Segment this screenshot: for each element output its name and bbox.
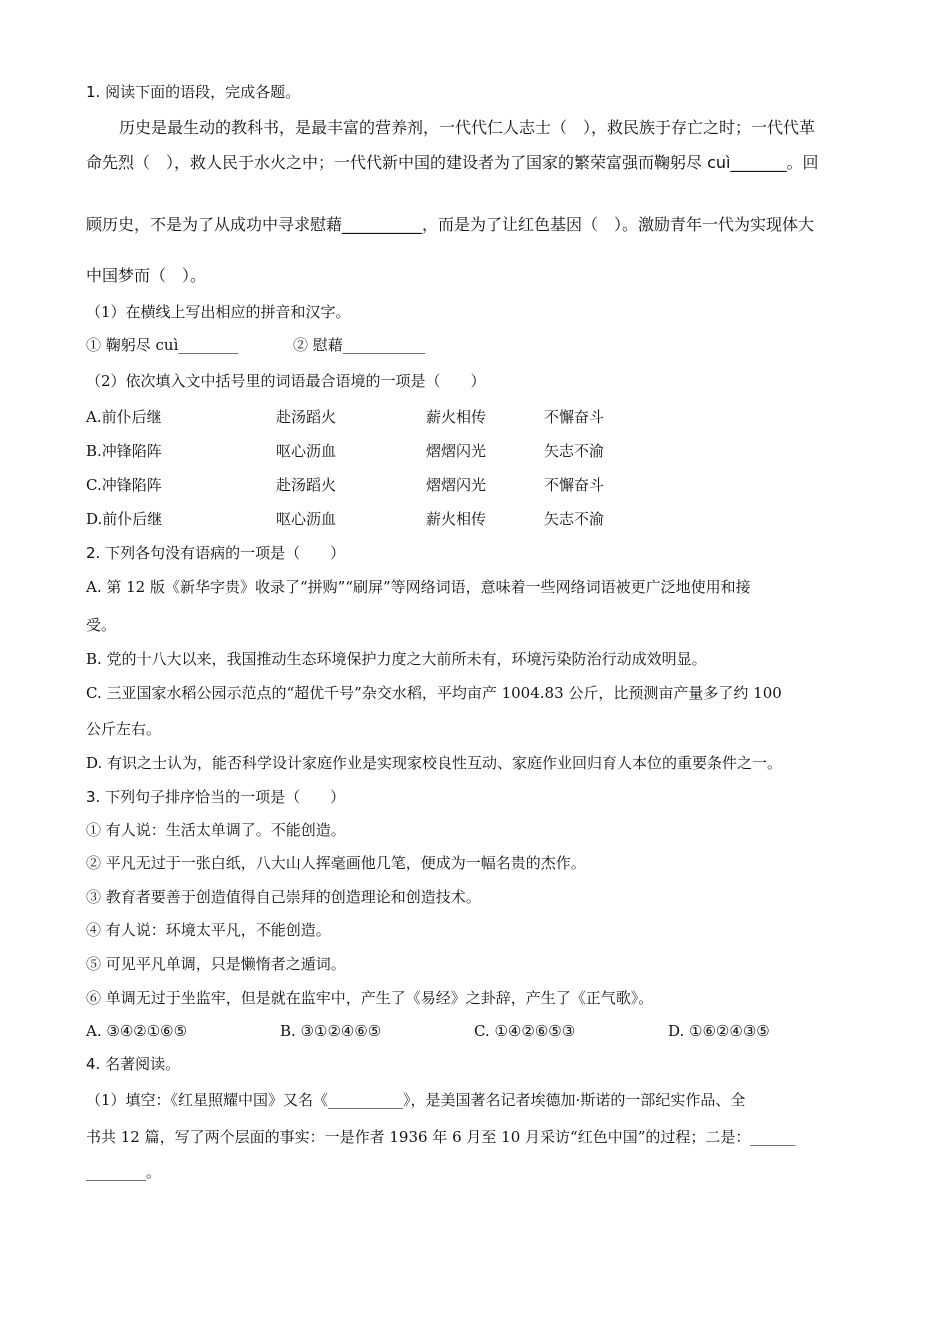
passage-line-3: 顾历史，不是为了从成功中寻求慰藉__________，而是为了让红色基因（ ）。激励青年一代为实现体大 (86, 215, 815, 234)
q2-option-a-line-2: 受。 (86, 616, 117, 634)
q2-option-c-line-2: 公斤左右。 (86, 720, 162, 738)
q4-line-2: 书共 12 篇，写了两个层面的事实：一是作者 1936 年 6 月至 10 月采访“红色中国”的过程；二是：______ (86, 1128, 796, 1146)
q3-sentence-4: ④ 有人说：环境太平凡，不能创造。 (86, 921, 331, 939)
q2-option-a-line-1: A. 第 12 版《新华字贵》收录了“拼购”“刷屏”等网络词语，意味着一些网络词语被更广泛地使用和接 (86, 578, 751, 596)
q4-line-3: ________。 (86, 1163, 162, 1181)
pinyin-blank-1: ① 鞠躬尽 cuì________ (86, 336, 239, 354)
pinyin-blank-2: ② 慰藉___________ (293, 336, 426, 354)
sub-question-2: （2）依次填入文中括号里的词语最合语境的一项是（ ） (86, 372, 486, 390)
q2-option-b: B. 党的十八大以来，我国推动生态环境保护力度之大前所未有，环境污染防治行动成效明显。 (86, 650, 707, 668)
document-page: 1. 阅读下面的语段，完成各题。 历史是最生动的教科书，是最丰富的营养剂，一代代仁人志士（ ），救民族于存亡之时；一代代革 命先烈（ ），救人民于水火之中；一代代新中国的建设者为了国家的繁荣富强而鞠躬尽 cuì_______。回 顾历史，不是为了从成功中寻求慰藉__________，而是为了让红色基因（ ）。激励青年一代为实现体大 中国梦而（ ）。 （1）在横线上写出相应的拼音和汉字。 ① 鞠躬尽 cuì________ ② 慰藉___________ （2）依次填入文中括号里的词语最合语境的一项是（ ） A.前仆后继 赴汤蹈火 薪火相传 不懈奋斗 B.冲锋陷阵 呕心沥血 熠熠闪光 矢志不渝 C.冲锋陷阵 赴汤蹈火 熠熠闪光 不懈奋斗 D.前仆后继 呕心沥血 薪火相传 矢志不渝 2. 下列各句没有语病的一项是（ ） A. 第 12 版《新华字贵》收录了“拼购”“刷屏”等网络词语，意味着一些网络词语被更广泛地使用和接 受。 B. 党的十八大以来，我国推动生态环境保护力度之大前所未有，环境污染防治行动成效明显。 C. 三亚国家水稻公园示范点的“超优千号”杂交水稻，平均亩产 1004.83 公斤，比预测亩产量多了约 100 公斤左右。 D. 有识之士认为，能否科学设计家庭作业是实现家校良性互动、家庭作业回归育人本位的重要条件之一。 3. 下列句子排序恰当的一项是（ ） ① 有人说：生活太单调了。不能创造。 ② 平凡无过于一张白纸，八大山人挥毫画他几笔，便成为一幅名贵的杰作。 ③ 教育者要善于创造值得自己崇拜的创造理论和创造技术。 ④ 有人说：环境太平凡，不能创造。 ⑤ 可见平凡单调，只是懒惰者之遁词。 ⑥ 单调无过于坐监牢，但是就在监牢中，产生了《易经》之卦辞，产生了《正气歌》。 A. ③④②①⑥⑤ B. ③①②④⑥⑤ C. ①④②⑥⑤③ D. ①⑥②④③⑤ 4. 名著阅读。 （1）填空：《红星照耀中国》又名《__________》，是美国著名记者埃德加·斯诺的一部纪实作品、全 书共 12 篇，写了两个层面的事实：一是作者 1936 年 6 月至 10 月采访“红色中国”的过程；二是：______ ________。 (86, 83, 819, 1181)
question-3-title: 3. 下列句子排序恰当的一项是（ ） (86, 788, 346, 806)
sub-question-1: （1）在横线上写出相应的拼音和汉字。 (86, 303, 351, 321)
question-1-title: 1. 阅读下面的语段，完成各题。 (86, 83, 301, 101)
q2-option-d: D. 有识之士认为，能否科学设计家庭作业是实现家校良性互动、家庭作业回归育人本位的重要条件之一。 (86, 754, 783, 772)
q3-sentence-1: ① 有人说：生活太单调了。不能创造。 (86, 821, 346, 839)
question-4-title: 4. 名著阅读。 (86, 1055, 181, 1073)
q4-line-1: （1）填空：《红星照耀中国》又名《__________》，是美国著名记者埃德加·斯诺的一部纪实作品、全 (86, 1091, 746, 1109)
q3-sentence-3: ③ 教育者要善于创造值得自己崇拜的创造理论和创造技术。 (86, 888, 481, 906)
passage-line-1: 历史是最生动的教科书，是最丰富的营养剂，一代代仁人志士（ ），救民族于存亡之时；一代代革 (119, 118, 816, 137)
question-2-title: 2. 下列各句没有语病的一项是（ ） (86, 544, 346, 562)
passage-line-4: 中国梦而（ ）。 (86, 266, 207, 285)
q3-sentence-5: ⑤ 可见平凡单调，只是懒惰者之遁词。 (86, 955, 346, 973)
q3-sentence-6: ⑥ 单调无过于坐监牢，但是就在监牢中，产生了《易经》之卦辞，产生了《正气歌》。 (86, 989, 654, 1007)
q2-option-c-line-1: C. 三亚国家水稻公园示范点的“超优千号”杂交水稻，平均亩产 1004.83 公斤，比预测亩产量多了约 100 (86, 684, 782, 702)
passage-line-2: 命先烈（ ），救人民于水火之中；一代代新中国的建设者为了国家的繁荣富强而鞠躬尽 cuì_______。回 (86, 153, 819, 172)
q3-sentence-2: ② 平凡无过于一张白纸，八大山人挥毫画他几笔，便成为一幅名贵的杰作。 (86, 854, 586, 872)
